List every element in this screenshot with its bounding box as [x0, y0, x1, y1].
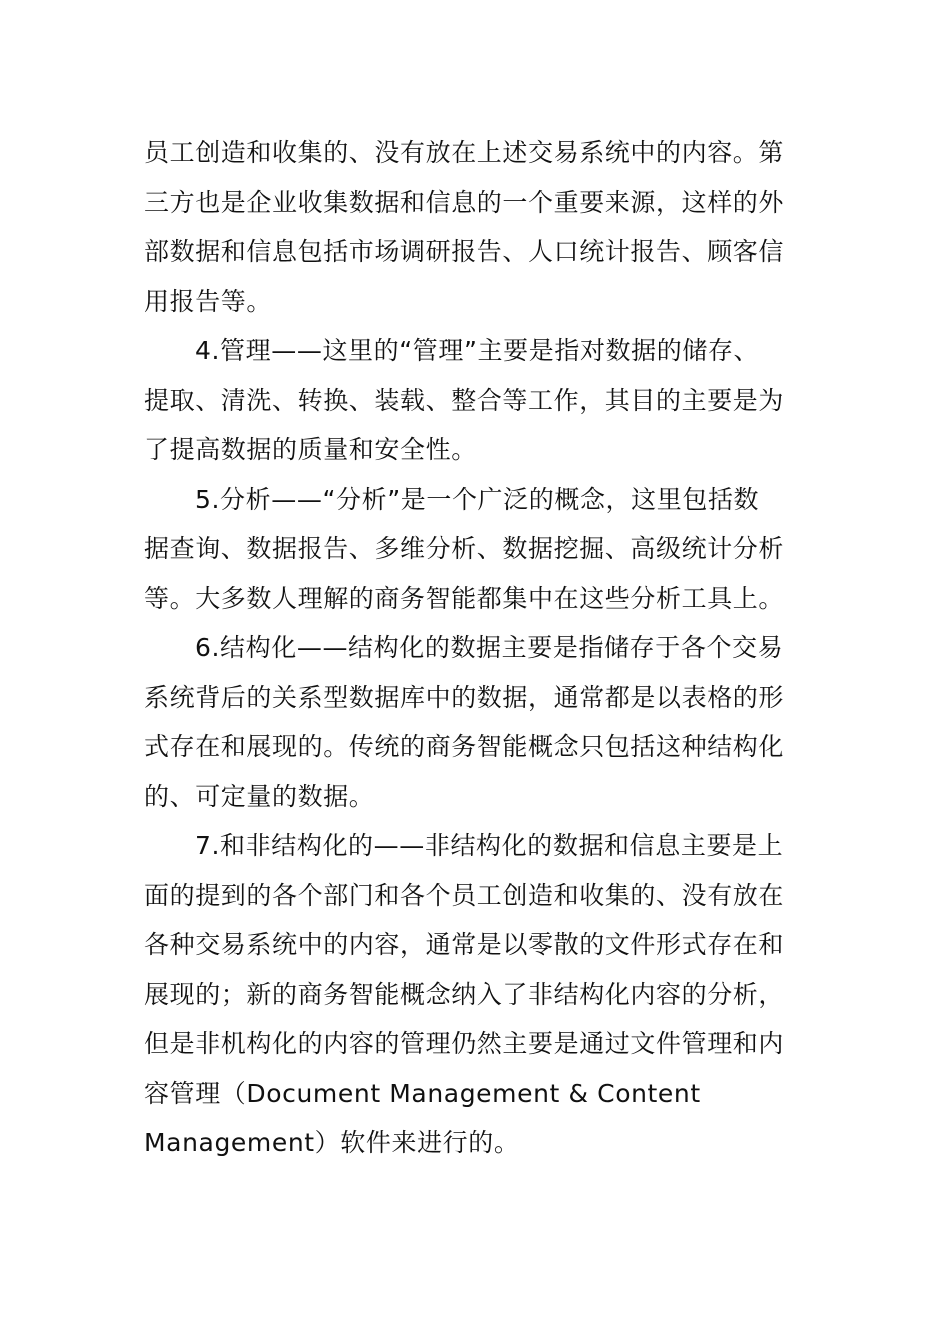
text-line: 用报告等。 — [144, 286, 273, 316]
text-line: 各种交易系统中的内容，通常是以零散的文件形式存在和 — [144, 930, 785, 959]
paragraph-4-first-line: 4.管理——这里的“管理”主要是指对数据的储存、 — [195, 336, 760, 365]
text-line: 提取、清洗、转换、装载、整合等工作，其目的主要是为 — [144, 385, 785, 415]
text-line: 容管理（Document Management & Content — [144, 1078, 701, 1108]
paragraph-5-first-line: 5.分析——“分析”是一个广泛的概念，这里包括数 — [195, 484, 760, 514]
text-line: Management）软件来进行的。 — [144, 1128, 520, 1157]
text-line: 员工创造和收集的、没有放在上述交易系统中的内容。第 — [144, 138, 785, 167]
paragraph-6-first-line: 6.结构化——结构化的数据主要是指储存于各个交易 — [195, 633, 784, 662]
text-line: 系统背后的关系型数据库中的数据，通常都是以表格的形 — [144, 682, 785, 712]
text-line: 但是非机构化的内容的管理仍然主要是通过文件管理和内 — [144, 1029, 785, 1058]
text-line: 展现的；新的商务智能概念纳入了非结构化内容的分析， — [144, 979, 785, 1009]
text-line: 等。大多数人理解的商务智能都集中在这些分析工具上。 — [144, 583, 785, 613]
text-line: 部数据和信息包括市场调研报告、人口统计报告、顾客信 — [144, 237, 785, 266]
text-line: 面的提到的各个部门和各个员工创造和收集的、没有放在 — [144, 880, 785, 910]
text-line: 的、可定量的数据。 — [144, 781, 375, 811]
text-line: 据查询、数据报告、多维分析、数据挖掘、高级统计分析 — [144, 534, 785, 563]
text-line: 了提高数据的质量和安全性。 — [144, 435, 477, 464]
text-line: 三方也是企业收集数据和信息的一个重要来源，这样的外 — [144, 187, 785, 217]
body-text — [144, 128, 804, 1168]
text-line: 式存在和展现的。传统的商务智能概念只包括这种结构化 — [144, 732, 785, 761]
paragraph-7-first-line: 7.和非结构化的——非结构化的数据和信息主要是上 — [195, 831, 784, 860]
